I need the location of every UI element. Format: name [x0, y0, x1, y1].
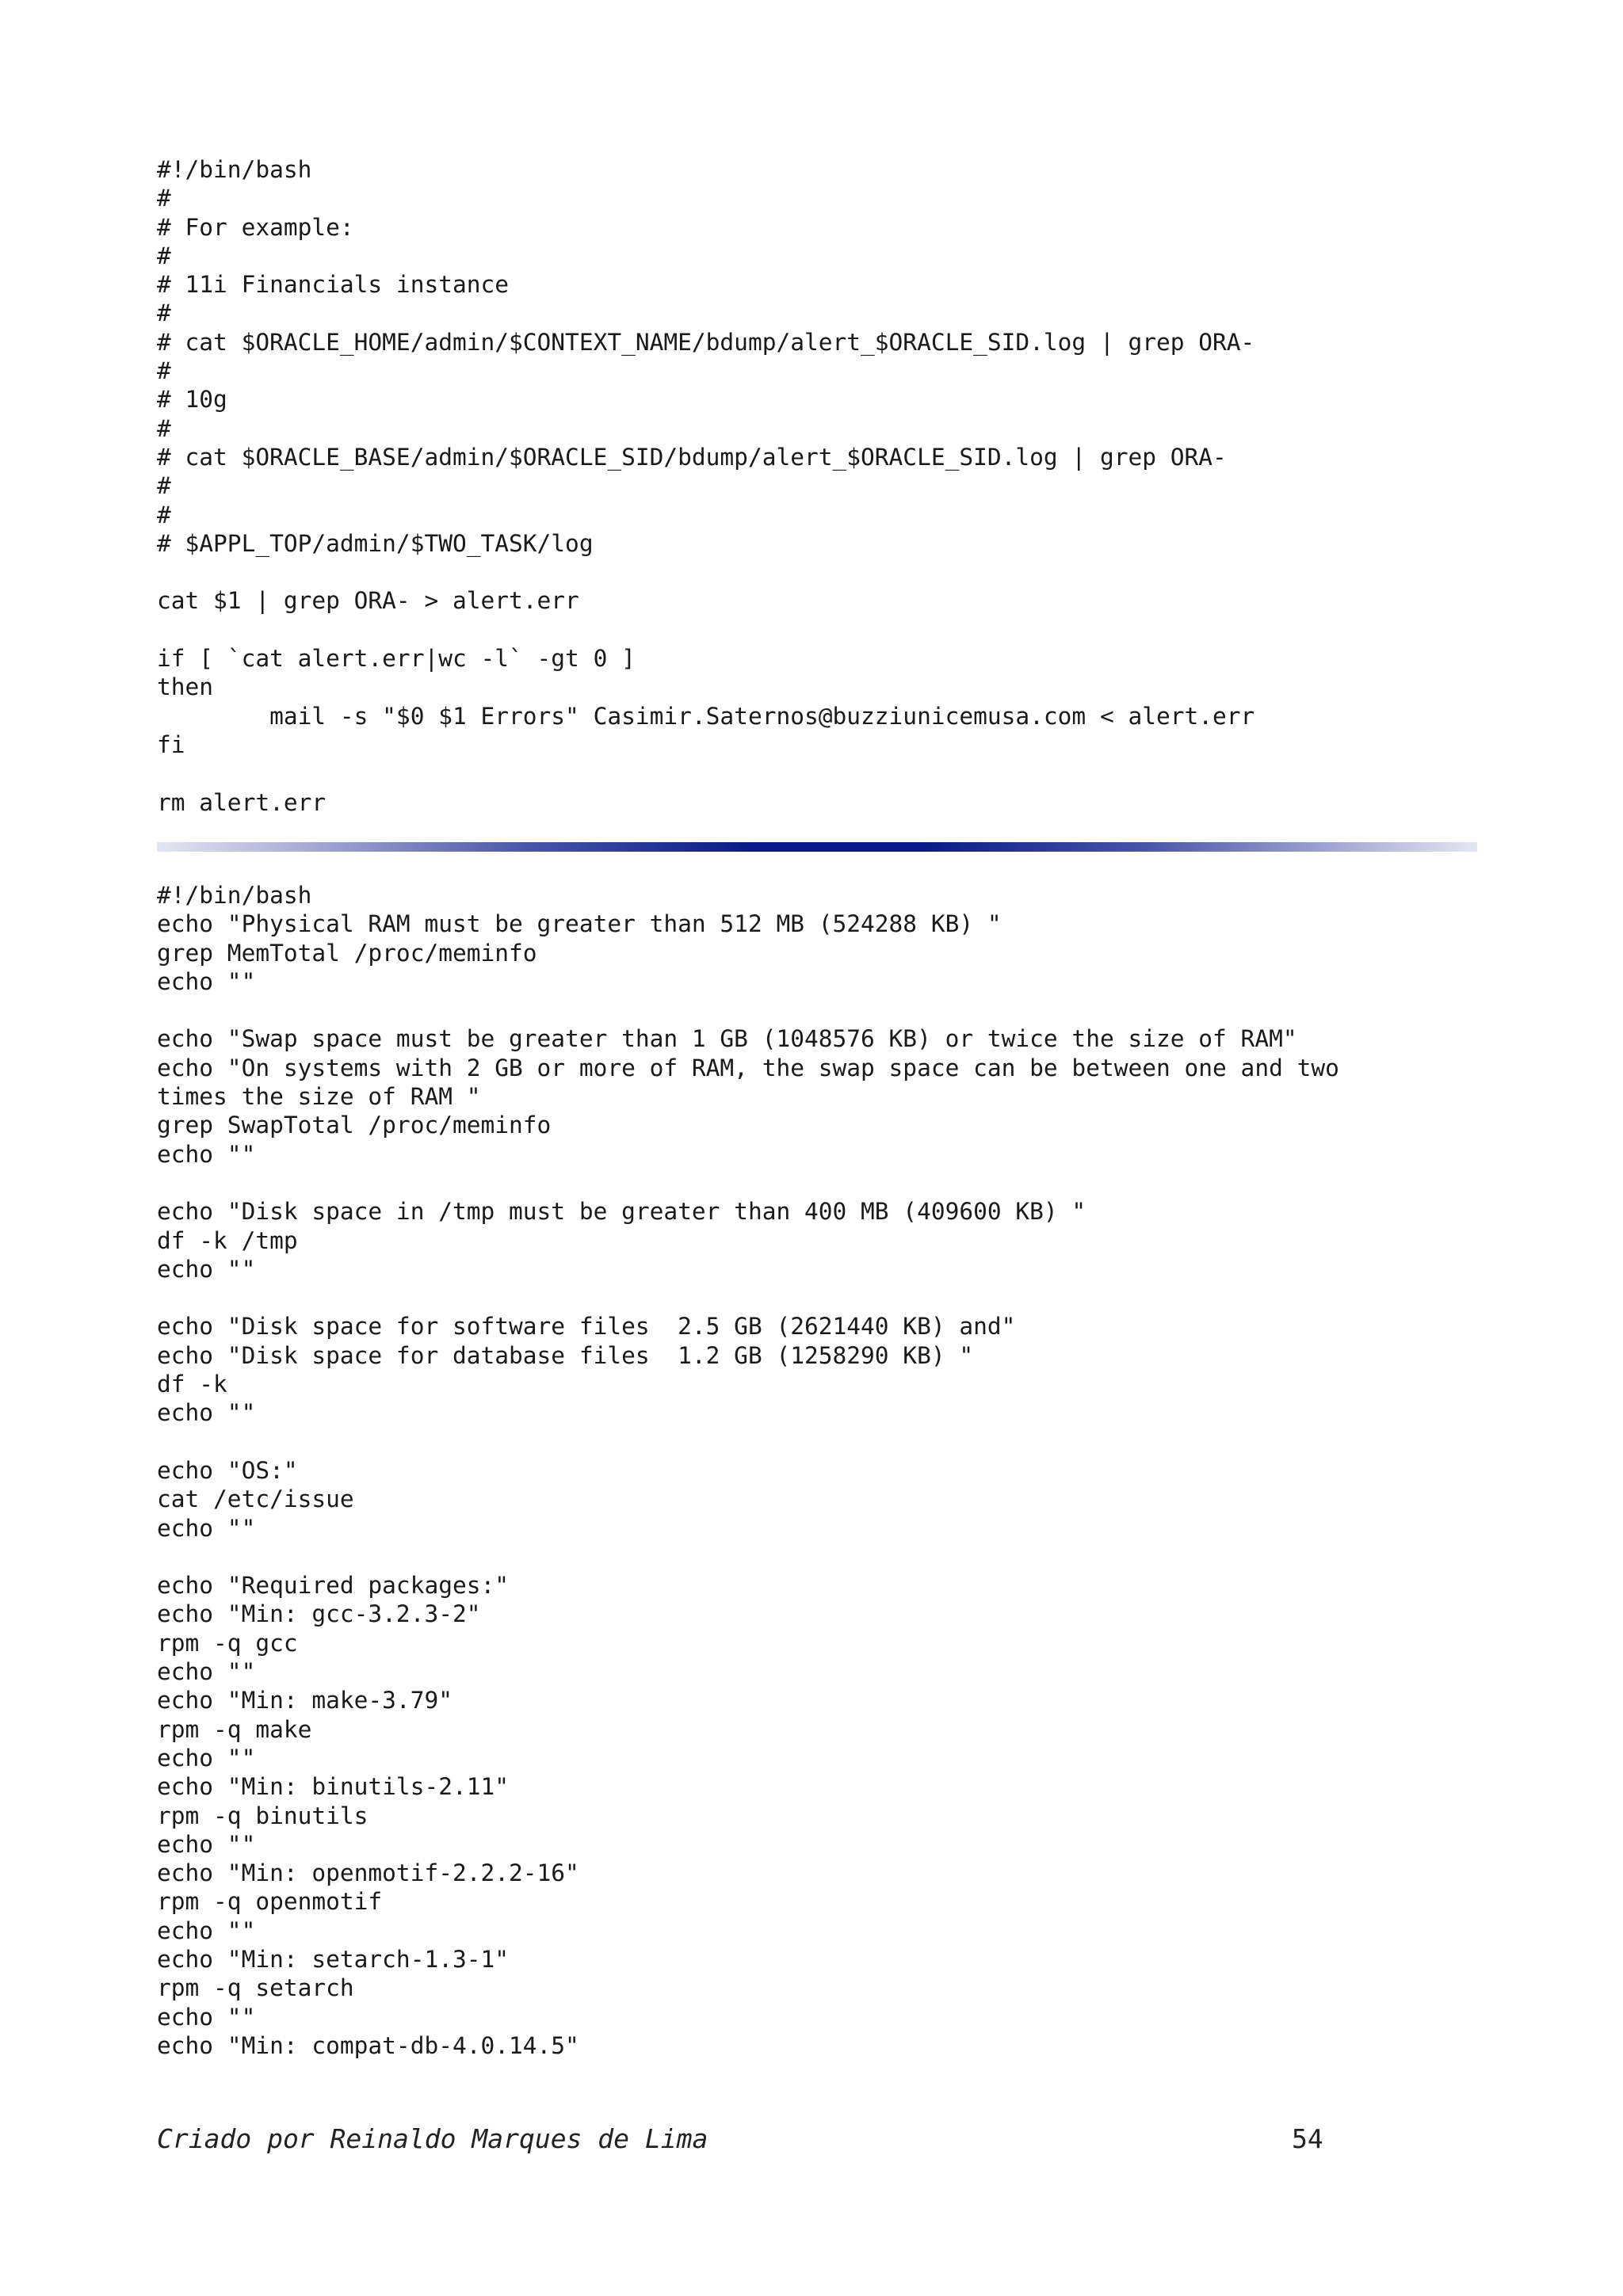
- requirements-check-script: #!/bin/bash echo "Physical RAM must be greater than 512 MB (524288 KB) " grep MemTotal /proc/meminfo echo "" echo "Swap space must be greater than 1 GB (1048576 KB) or twice the size of RAM" echo "On systems with 2 GB or more of RAM, the swap space can be between one and two times the size of RAM " grep SwapTotal /proc/meminfo echo "" echo "Disk space in /tmp must be greater than 400 MB (409600 KB) " df -k /tmp echo "" echo "Disk space for software files 2.5 GB (2621440 KB) and" echo "Disk space for database files 1.2 GB (1258290 KB) " df -k echo "" echo "OS:" cat /etc/issue echo "" echo "Required packages:" echo "Min: gcc-3.2.3-2" rpm -q gcc echo "" echo "Min: make-3.79" rpm -q make echo "" echo "Min: binutils-2.11" rpm -q binutils echo "" echo "Min: openmotif-2.2.2-16" rpm -q openmotif echo "" echo "Min: setarch-1.3-1" rpm -q setarch echo "" echo "Min: compat-db-4.0.14.5": [157, 882, 1339, 2059]
- footer-author: Criado por Reinaldo Marques de Lima: [157, 2123, 708, 2154]
- section-divider: [157, 842, 1477, 852]
- alert-log-script: #!/bin/bash # # For example: # # 11i Financials instance # # cat $ORACLE_HOME/admin/$CONTEXT_NAME/bdump/alert_$ORACLE_SID.log | grep ORA- # # 10g # # cat $ORACLE_BASE/admin/$ORACLE_SID/bdump/alert_$ORACLE_SID.log | grep ORA- # # # $APPL_TOP/admin/$TWO_TASK/log cat $1 | grep ORA- > alert.err if [ `cat alert.err|wc -l` -gt 0 ] then mail -s "$0 $1 Errors" Casimir.Saternos@buzziunicemusa.com < alert.err fi rm alert.err: [157, 156, 1255, 816]
- page-number: 54: [1292, 2123, 1323, 2154]
